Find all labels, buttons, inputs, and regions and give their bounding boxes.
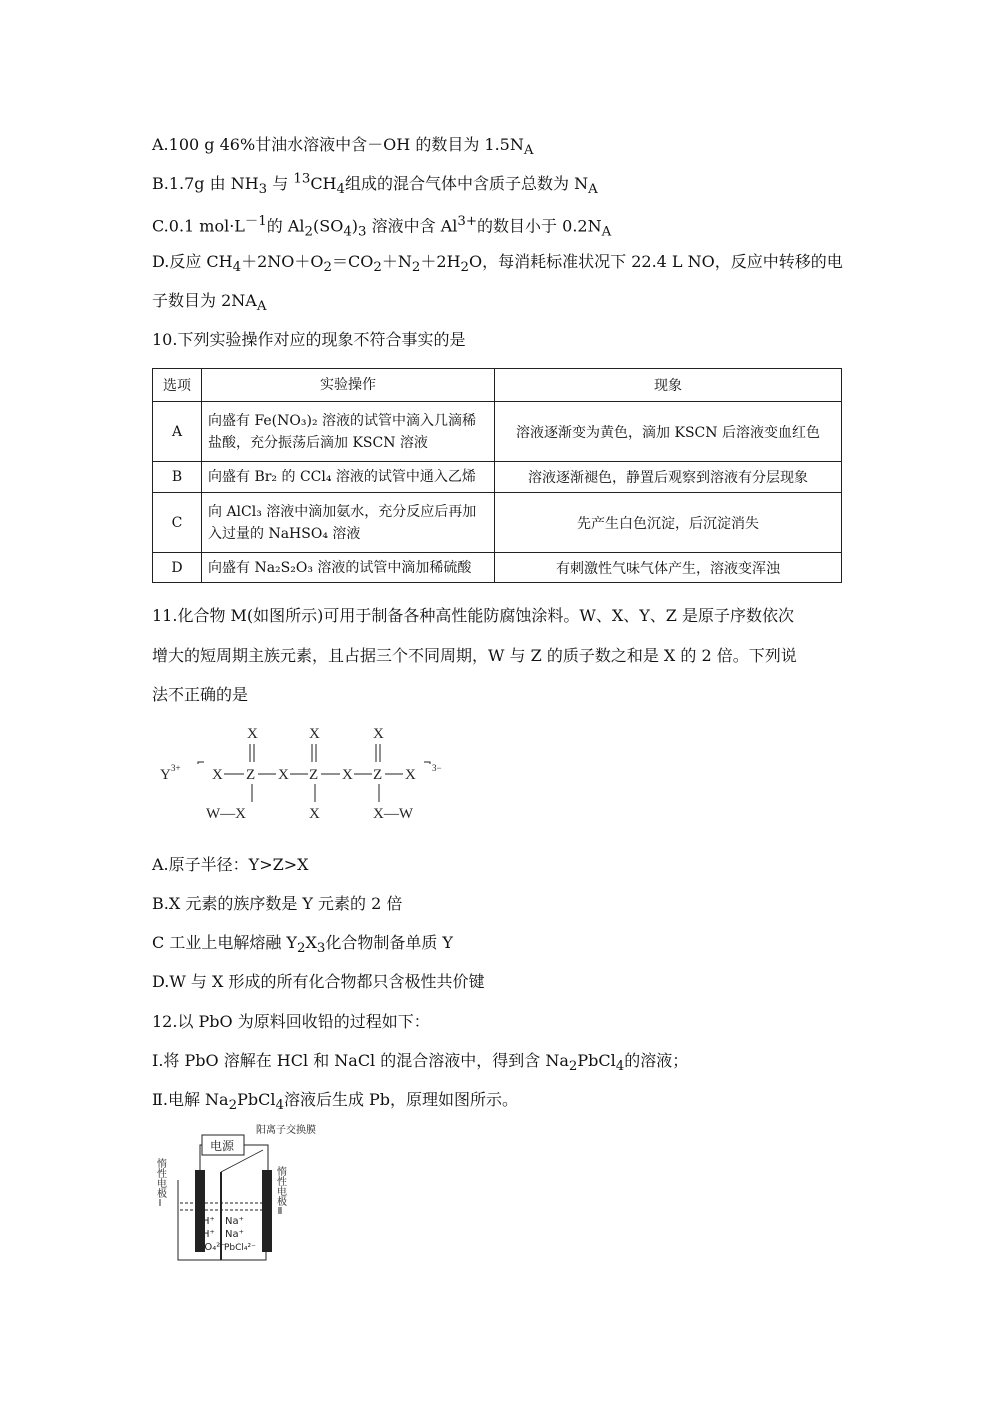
- table-header-row: [153, 369, 842, 402]
- q11-option-a: A.原子半径：Y>Z>X: [152, 855, 309, 874]
- header-operation: 实验操作: [202, 369, 495, 402]
- group-w-x: W—X: [206, 806, 246, 822]
- q9-option-b: B.1.7g 由 $NH_3$ 与 $^{13}CH_4$组成的混合气体中含质子总数为 $N_A$: [152, 171, 598, 198]
- atom-x: X: [309, 726, 320, 742]
- electrode-right: [262, 1170, 272, 1252]
- q10-stem: 10.下列实验操作对应的现象不符合事实的是: [152, 330, 466, 349]
- q11-option-b: B.X 元素的族序数是 Y 元素的 2 倍: [152, 894, 403, 913]
- q9-option-c: C.0.1 $mol\cdot L^{-1}$的 $Al_2(SO_4)_3$ 溶液中含 $Al^{3+}$的数目小于 $0.2N_A$: [152, 214, 612, 240]
- q11-option-d: D.W 与 X 形成的所有化合物都只含极性共价键: [152, 972, 485, 991]
- atom-x: X: [405, 767, 416, 783]
- q11-option-c: C 工业上电解熔融 $Y_2X_3$化合物制备单质 Y: [152, 933, 453, 957]
- ion-right: PbCl₄²⁻: [224, 1243, 256, 1253]
- row-operation: 向盛有 Fe(NO₃)₂ 溶液的试管中滴入几滴稀盐酸，充分振荡后滴加 KSCN 溶液: [202, 402, 495, 462]
- row-option: D: [153, 553, 202, 583]
- row-operation: 向盛有 Na₂S₂O₃ 溶液的试管中滴加稀硫酸: [202, 553, 495, 583]
- atom-x: X: [373, 726, 384, 742]
- electrolysis-diagram: [154, 1120, 316, 1270]
- ion-left: SO₄²⁻: [198, 1242, 226, 1253]
- ion-right: Na⁺: [225, 1216, 244, 1227]
- atom-x: X: [247, 726, 258, 742]
- ion-left: H⁺: [202, 1216, 215, 1227]
- atom-x: X: [342, 767, 353, 783]
- q9-option-d-cont: 子数目为 $2NA_A$: [152, 291, 267, 315]
- table-row: [153, 553, 842, 583]
- anion-charge: 3−: [432, 763, 442, 773]
- row-option: B: [153, 462, 202, 493]
- row-option: A: [153, 402, 202, 462]
- table-row: [153, 402, 842, 462]
- q11-stem-line1: 11.化合物 M(如图所示)可用于制备各种高性能防腐蚀涂料。W、X、Y、Z 是原子序数依次: [152, 606, 795, 625]
- atom-z: Z: [246, 767, 256, 783]
- q9-option-a: A.100 g 46%甘油水溶液中含－OH 的数目为 $1.5N_A$: [152, 135, 534, 159]
- ion-left: H⁺: [202, 1229, 215, 1240]
- q12-step-1: Ⅰ.将 PbO 溶解在 HCl 和 NaCl 的混合溶液中，得到含 $Na_2PbCl_4$的溶液；: [152, 1051, 689, 1075]
- experiment-table: [152, 368, 842, 583]
- atom-z: Z: [309, 767, 319, 783]
- bracket-right: [424, 762, 430, 764]
- q9-option-d: D.反应 $CH_4+2NO+O_2=CO_2+N_2+2H_2O$，每消耗标准状况下 22.4 L NO，反应中转移的电: [152, 252, 843, 276]
- bracket-left: [198, 762, 204, 764]
- row-phenomenon: 有刺激性气味气体产生，溶液变浑浊: [495, 553, 842, 583]
- membrane-label: 阳离子交换膜: [256, 1125, 316, 1136]
- table-row: [153, 462, 842, 493]
- electrode-right-label: 惰性电极Ⅱ: [274, 1166, 286, 1217]
- row-operation: 向盛有 Br₂ 的 CCl₄ 溶液的试管中通入乙烯: [202, 462, 495, 493]
- electrode-left-label: 惰性电极Ⅰ: [154, 1158, 166, 1209]
- row-phenomenon: 溶液逐渐变为黄色，滴加 KSCN 后溶液变血红色: [495, 402, 842, 462]
- atom-z: Z: [373, 767, 383, 783]
- group-x-w: X—W: [373, 806, 413, 822]
- row-phenomenon: 溶液逐渐褪色，静置后观察到溶液有分层现象: [495, 462, 842, 493]
- cation-charge: 3+: [171, 763, 181, 773]
- ion-right: Na⁺: [225, 1229, 244, 1240]
- atom-x: X: [278, 767, 289, 783]
- atom-x: X: [212, 767, 223, 783]
- q12-stem: 12.以 PbO 为原料回收铅的过程如下：: [152, 1012, 430, 1031]
- header-phenomenon: 现象: [495, 369, 842, 402]
- compound-structure: [158, 720, 478, 830]
- q12-step-2: Ⅱ.电解 $Na_2PbCl_4$溶液后生成 Pb，原理如图所示。: [152, 1090, 519, 1114]
- row-option: C: [153, 493, 202, 553]
- row-operation: 向 AlCl₃ 溶液中滴加氨水，充分反应后再加入过量的 NaHSO₄ 溶液: [202, 493, 495, 553]
- row-phenomenon: 先产生白色沉淀，后沉淀消失: [495, 493, 842, 553]
- power-label: 电源: [210, 1139, 235, 1153]
- header-option: 选项: [153, 369, 202, 402]
- wire-right: [244, 1145, 268, 1170]
- q11-stem-line3: 法不正确的是: [152, 685, 249, 704]
- q11-stem-line2: 增大的短周期主族元素，且占据三个不同周期，W 与 Z 的质子数之和是 X 的 2 倍。下列说: [152, 646, 797, 665]
- atom-x: X: [309, 806, 320, 822]
- table-row: [153, 493, 842, 553]
- cation-symbol: Y: [160, 767, 171, 783]
